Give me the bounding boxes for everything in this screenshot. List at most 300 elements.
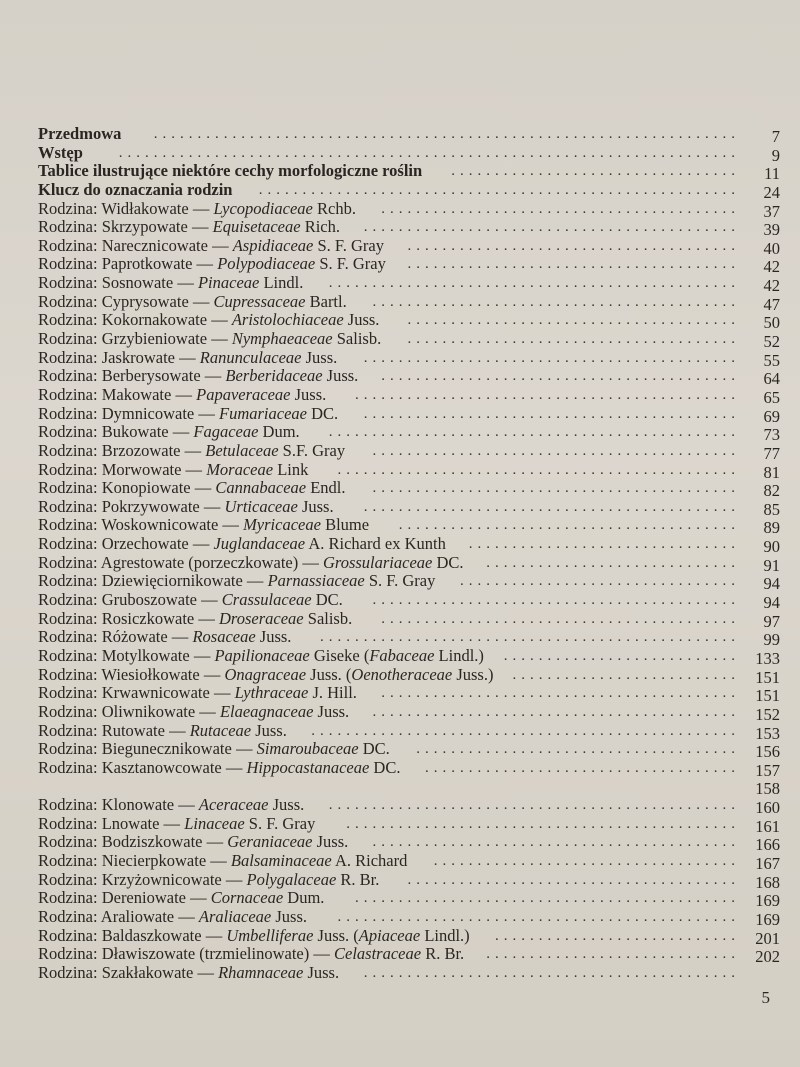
latin-name: Droseraceae [219,608,304,628]
family-label: Rodzina: [38,235,98,255]
synonym-author: Lindl.) [424,925,470,945]
polish-name: Rosiczkowate — [101,608,215,628]
polish-name: Skrzypowate — [101,217,209,237]
page-ref: 55 [763,350,780,370]
family-label: Rodzina: [38,273,98,293]
toc-entry-text [38,386,330,405]
page-ref: 64 [763,369,780,389]
page-ref: 52 [763,332,780,352]
toc-entry-text [38,610,356,629]
leader-dots: ............................. [486,554,740,571]
author-name: Blume [325,515,370,535]
page-ref: 77 [763,443,780,463]
polish-name: Kasztanowcowate — [101,757,243,777]
latin-name: Geraniaceae [227,832,313,852]
toc-entry [38,329,780,352]
toc-entry-text [38,572,439,591]
toc-entry [38,871,780,890]
leader-dots: .......................................... [372,703,740,720]
toc-entry [38,515,780,538]
family-label: Rodzina: [38,254,98,274]
leader-dots: ...................................... [407,237,740,254]
leader-dots: ............................................ [355,890,740,907]
latin-name: Crassulaceae [221,590,312,610]
leader-dots: ............................................... [328,275,740,292]
page-ref: 201 [755,928,780,948]
family-label: Rodzina: [38,888,98,908]
page-ref: 24 [763,182,780,202]
toc-entry-text [38,405,342,424]
author-name: DC. [436,552,464,572]
toc-entry [38,722,780,741]
latin-name: Ranunculaceae [199,347,302,367]
family-label: Rodzina: [38,571,98,591]
toc-entry [38,237,780,256]
page-ref: 9 [771,145,780,165]
leader-dots: ............................................... [328,797,740,814]
toc-entry-text [38,908,311,927]
leader-dots: ........................................... [363,349,740,366]
toc-entry [38,852,780,871]
polish-name: Bukowate — [101,422,190,442]
author-name: Juss. [317,701,350,721]
author-name: Juss. [305,347,338,367]
toc-entry [38,666,780,685]
family-label: Rodzina: [38,683,98,703]
toc-entry [38,795,780,818]
toc-entry-text [38,740,394,759]
toc-entry [38,293,780,312]
latin-name: Balsaminaceae [230,850,332,870]
family-label: Rodzina: [38,739,98,759]
family-label: Rodzina: [38,795,98,815]
toc-entry [38,627,780,650]
toc-entry [38,422,780,445]
toc-entry-text [38,759,404,778]
author-name: Rich. [304,217,340,237]
toc-entry [38,815,780,834]
toc-entry-text [38,871,383,890]
page-ref: 167 [755,853,780,873]
family-label: Rodzina: [38,291,98,311]
page-number: 5 [761,988,770,1007]
page-ref: 7 [771,127,780,146]
author-name: R. Br. [425,944,465,964]
latin-name: Fumariaceae [219,403,307,423]
polish-name: Sosnowate — [101,273,194,293]
toc-entry-title: Klucz do oznaczania rodzin [38,179,233,199]
author-name: S. F. Gray [317,235,384,255]
toc-entry [38,554,780,573]
toc-entry-text [38,647,488,666]
toc-entry-text [38,703,353,722]
leader-dots: ................................. [451,163,740,180]
leader-dots: ...................................... [407,331,740,348]
page-ref: 202 [755,947,780,967]
toc-entry-text [38,796,308,815]
leader-dots: ............................... [468,536,740,553]
leader-dots: .................................... [425,759,740,776]
leader-dots: .......................................... [372,442,740,459]
family-label: Rodzina: [38,534,98,554]
toc-entry-text [38,311,383,330]
leader-dots: ............................................ [355,386,740,403]
polish-name: Lnowate — [101,813,181,833]
leader-dots: ...................................... [407,256,740,273]
page-ref: 11 [764,164,780,184]
family-label: Rodzina: [38,832,98,852]
latin-name: Juglandaceae [213,534,306,554]
author-name: Dum. [262,422,300,442]
toc-entry [38,498,780,517]
toc-entry-text [38,722,291,741]
page-ref: 168 [755,872,780,892]
page-ref: 69 [763,406,780,426]
toc-entry [38,405,780,424]
latin-name: Betulaceae [205,440,279,460]
latin-name: Fagaceae [193,422,259,442]
table-of-contents [38,125,780,982]
polish-name: Dziewięciornikowate — [101,571,264,591]
leader-dots: .......................................... [372,834,740,851]
toc-entry [38,366,780,389]
toc-entry [38,200,780,219]
page-ref: 47 [763,294,780,314]
polish-name: Baldaszkowate — [101,925,223,945]
toc-entry [38,254,780,277]
family-label: Rodzina: [38,645,98,665]
polish-name: Pokrzywowate — [101,496,221,516]
family-label: Rodzina: [38,962,98,982]
author-name: Lindl. [263,273,304,293]
leader-dots: ..................................... [416,741,740,758]
author-name: A. Richard [334,850,408,870]
latin-name: Linaceae [184,813,245,833]
leader-dots: ......................................... [381,368,740,385]
page-ref: 166 [755,835,780,855]
toc-entry-text [38,945,468,964]
page-ref: 73 [763,425,780,445]
leader-dots: .......................................... [372,480,740,497]
toc-entry-text [38,554,468,573]
leader-dots: ....................................................... [258,181,740,198]
polish-name: Dławiszowate (trzmielinowate) — [101,944,330,964]
page-ref: 89 [763,518,780,538]
polish-name: Brzozowate — [101,440,202,460]
polish-name: Krzyżownicowate — [101,869,243,889]
polish-name: Paprotkowate — [101,254,214,274]
family-label: Rodzina: [38,944,98,964]
author-name: Rchb. [316,198,356,218]
polish-name: Różowate — [101,627,189,647]
leader-dots: ........................................... [363,964,740,981]
family-label: Rodzina: [38,384,98,404]
leader-dots: .............................................. [337,461,740,478]
toc-entry [38,647,780,666]
leader-dots: .......................... [512,666,740,683]
toc-entry [38,703,780,722]
polish-name: Krwawnicowate — [101,683,231,703]
polish-name: Berberysowate — [101,366,222,386]
toc-entry [38,125,780,144]
page-ref: 161 [755,816,780,836]
author-name: S. F. Gray [248,813,316,833]
author-name: DC. [311,403,339,423]
toc-entry-title: Przedmowa [38,124,122,143]
toc-entry-title: Wstęp [38,142,83,162]
latin-name: Equisetaceae [212,217,301,237]
polish-name: Woskownicowate — [101,515,239,535]
author-name: Juss. [307,962,340,982]
family-label: Rodzina: [38,217,98,237]
leader-dots: ............................................... [328,424,740,441]
family-label: Rodzina: [38,440,98,460]
toc-entry [38,944,780,967]
toc-entry-text [38,200,360,219]
toc-entry-text [38,498,338,517]
latin-name: Rhamnaceae [218,962,304,982]
latin-name: Aceraceae [198,795,269,815]
author-name: Juss. [255,720,287,740]
family-label: Rodzina: [38,701,98,721]
page-ref: 39 [763,220,780,240]
family-label: Rodzina: [38,403,98,423]
leader-dots: ...................................... [407,871,740,888]
page-ref: 133 [755,648,780,668]
synonym-author: Lindl.) [438,645,484,665]
author-name: J. Hill. [312,683,357,703]
toc-entry-text [38,293,351,312]
family-label: Rodzina: [38,198,98,218]
polish-name: Dymnicowate — [101,403,215,423]
leader-dots: ................................................ [320,629,740,646]
synonym-author: Juss.) [456,664,494,684]
author-name: Juss. [272,795,305,815]
latin-synonym: Fabaceae [369,645,435,665]
leader-dots: ................................................................... [153,126,740,142]
author-name: Bartl. [309,291,347,311]
toc-entry [38,161,780,184]
family-label: Rodzina: [38,813,98,833]
author-name: DC. [362,739,390,759]
toc-entry-text [38,684,361,703]
toc-entry-text [38,535,450,554]
toc-entry-text [38,815,319,834]
polish-name: Orzechowate — [101,534,210,554]
family-label: Rodzina: [38,757,98,777]
page-ref: 158 [755,779,780,799]
toc-entry [38,273,780,296]
toc-entry [38,777,780,799]
latin-synonym: Oenotheraceae [351,664,453,684]
polish-name: Grzybieniowate — [101,329,228,349]
leader-dots: ................................ [460,573,740,590]
toc-entry [38,310,780,333]
latin-name: Elaeagnaceae [219,701,314,721]
toc-entry [38,610,780,629]
family-label: Rodzina: [38,925,98,945]
polish-name: Szakłakowate — [101,962,214,982]
polish-name: Oliwnikowate — [101,701,216,721]
toc-entry-text [38,461,312,480]
leader-dots: ........................... [503,647,740,664]
toc-entry [38,534,780,557]
page-ref: 169 [755,891,780,911]
toc-entry-text [38,367,362,386]
polish-name: Konopiowate — [101,478,212,498]
leader-dots: ...................................... [407,312,740,329]
latin-name: Celastraceae [334,944,422,964]
polish-name: Makowate — [101,384,192,404]
polish-name: Wiesiołkowate — [101,664,221,684]
leader-dots: ....................................... [398,517,740,534]
family-label: Rodzina: [38,478,98,498]
page-ref: 151 [755,667,780,687]
toc-entry [38,964,780,983]
toc-entry [38,442,780,461]
latin-name: Berberidaceae [225,366,323,386]
page-ref: 94 [763,574,780,594]
author-name: Endl. [310,478,346,498]
latin-name: Moraceae [206,459,274,479]
toc-entry [38,832,780,855]
latin-name: Aspidiaceae [232,235,314,255]
toc-entry-text [38,349,341,368]
latin-name: Papilionaceae [214,645,310,665]
page-ref: 40 [763,238,780,258]
leader-dots: ........................................... [363,219,740,236]
toc-entry-text [38,591,347,610]
polish-name: Rutowate — [101,720,186,740]
toc-entry-text [38,927,474,946]
toc-entry [38,478,780,501]
latin-name: Cannabaceae [215,478,307,498]
author-name: Juss. [326,366,359,386]
leader-dots: ........................................... [363,498,740,515]
latin-name: Parnassiaceae [267,571,365,591]
latin-name: Rosaceae [192,627,256,647]
latin-name: Simaroubaceae [256,739,359,759]
author-name: Juss. [275,906,308,926]
leader-dots: ................................................. [311,722,740,739]
leader-dots: ......................................... [381,200,740,217]
toc-entry [38,181,780,200]
toc-entry [38,759,780,778]
latin-name: Lycopodiaceae [213,198,313,218]
latin-name: Cupressaceae [213,291,306,311]
toc-entry [38,349,780,368]
latin-name: Lythraceae [234,683,309,703]
author-name: A. Richard ex Kunth [308,534,446,554]
author-name: Juss. [259,627,292,647]
page-ref: 152 [755,704,780,724]
family-label: Rodzina: [38,459,98,479]
latin-name: Cornaceae [210,888,284,908]
family-label: Rodzina: [38,608,98,628]
latin-name: Onagraceae [224,664,307,684]
polish-name: Biegunecznikowate — [101,739,253,759]
leader-dots: .............................................. [337,908,740,925]
toc-entry-text [38,889,328,908]
toc-entry-text [38,255,390,274]
family-label: Rodzina: [38,906,98,926]
latin-name: Nymphaeaceae [231,329,333,349]
page-ref: 82 [763,481,780,501]
page-ref: 160 [755,798,780,818]
leader-dots: ......................................... [381,610,740,627]
leader-dots: .......................................... [372,293,740,310]
author-name: Juss. ( [310,664,352,684]
toc-entry-text [38,479,350,498]
latin-name: Grossulariaceae [322,552,433,572]
family-label: Rodzina: [38,552,98,572]
latin-name: Aristolochiaceae [231,310,344,330]
author-name: Link [277,459,309,479]
toc-entry [38,888,780,911]
author-name: R. Br. [340,869,380,889]
latin-name: Umbelliferae [226,925,314,945]
polish-name: Morwowate — [101,459,203,479]
page-ref: 65 [763,387,780,407]
leader-dots: ............................................. [346,815,740,832]
author-name: Giseke ( [313,645,370,665]
toc-entry-text [38,237,388,256]
author-name: Juss. [301,496,334,516]
latin-name: Urticaceae [224,496,298,516]
family-label: Rodzina: [38,310,98,330]
polish-name: Jaskrowate — [101,347,196,367]
family-label: Rodzina: [38,850,98,870]
author-name: Juss. [347,310,380,330]
leader-dots: ........................................... [363,405,740,422]
family-label: Rodzina: [38,720,98,740]
author-name: S. F. Gray [368,571,436,591]
toc-entry-title: Tablice ilustrujące niektóre cechy morfologiczne roślin [38,161,423,181]
toc-entry-text [38,125,125,144]
latin-name: Hippocastanaceae [246,757,370,777]
polish-name: Widłakowate — [101,198,210,218]
toc-entry [38,590,780,613]
family-label: Rodzina: [38,329,98,349]
polish-name: Motylkowate — [101,645,211,665]
polish-name: Niecierpkowate — [101,850,227,870]
family-label: Rodzina: [38,664,98,684]
author-name: Juss. [316,832,349,852]
leader-dots: .......................................... [372,592,740,609]
leader-dots: ....................................................................... [118,144,740,161]
leader-dots: ............................ [495,927,740,944]
toc-entry-text [38,666,497,685]
page-ref: 85 [763,499,780,519]
toc-entry [38,908,780,927]
family-label: Rodzina: [38,422,98,442]
family-label: Rodzina: [38,496,98,516]
toc-entry [38,927,780,946]
author-name: S.F. Gray [282,440,346,460]
page-ref: 37 [763,201,780,221]
toc-entry [38,683,780,706]
family-label: Rodzina: [38,347,98,367]
latin-name: Papaveraceae [196,384,291,404]
latin-name: Pinaceae [197,273,260,293]
polish-name: Gruboszowate — [101,590,218,610]
polish-name: Narecznicowate — [101,235,229,255]
page-ref: 42 [763,257,780,277]
toc-entry [38,386,780,405]
latin-synonym: Apiaceae [358,925,421,945]
author-name: S. F. Gray [319,254,386,274]
page-ref: 97 [763,611,780,631]
